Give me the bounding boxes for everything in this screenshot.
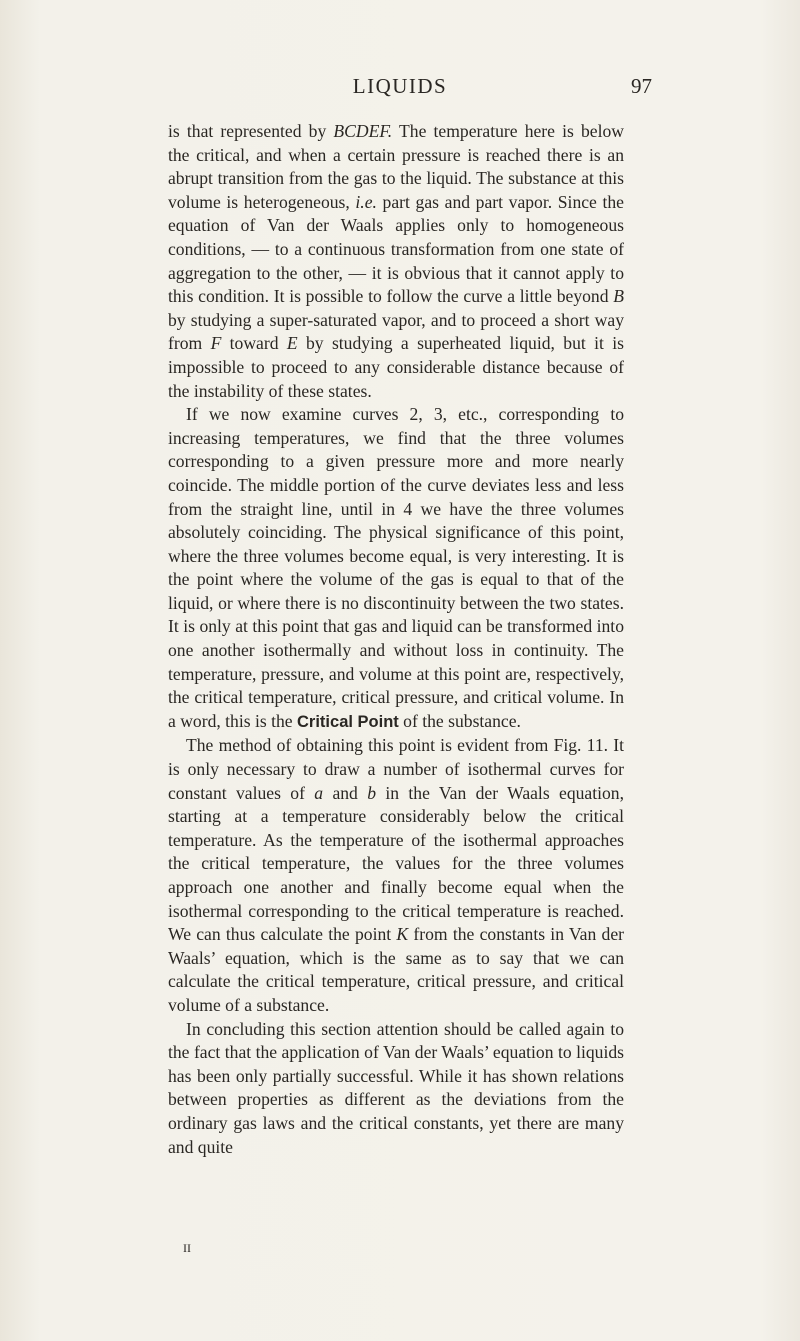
- text-run: The temperature here is below the critical, and when a certain pressure is reached there is an abrupt transition from the gas to the liquid. The substance at this volume is heterogeneous,: [168, 121, 624, 212]
- italic-term: E: [286, 333, 298, 354]
- italic-term: i.e.: [355, 191, 377, 212]
- text-run: In concluding this section attention should be called again to the fact that the application of Van der Waals’ equation to liquids has been only partially successful. While it has shown relations between properties as different as the deviations from the ordinary gas laws and the critical constants, yet there are many and quite: [168, 1018, 624, 1157]
- text-run: from the constants in Van der Waals’ equation, which is the same as to say that we can calculate the critical temperature, critical pressure, and critical volume of a substance.: [168, 924, 624, 1015]
- italic-term: a: [314, 782, 324, 803]
- body-text: [168, 120, 624, 1159]
- paragraph: [168, 1018, 624, 1160]
- page-number: 97: [631, 74, 652, 98]
- italic-term: B: [613, 286, 624, 307]
- italic-term: F: [210, 333, 222, 354]
- text-run: in the Van der Waals equation, starting at a temperature considerably below the critical temperature. As the temperature of the isothermal approaches the critical temperature, the values for the three volumes approach one another and finally become equal when the isothermal corresponding to the critical temperature is reached. We can thus calculate the point: [168, 782, 624, 945]
- running-head: LIQUIDS: [352, 74, 448, 98]
- italic-term: b: [367, 782, 376, 803]
- italic-term: K: [396, 924, 409, 945]
- signature-mark: II: [183, 1241, 191, 1255]
- text-run: and: [323, 782, 368, 803]
- paragraph: [168, 734, 624, 1017]
- text-run: toward: [221, 333, 287, 354]
- text-run: If we now examine curves 2, 3, etc., corresponding to increasing temperatures, we find that the three volumes corresponding to a given pressure more and more nearly coincide. The middle portion of the curve deviates less and less from the straight line, until in 4 we have the three volumes absolutely coinciding. The physical significance of this point, where the three volumes become equal, is very interesting. It is the point where the volume of the gas is equal to that of the liquid, or where there is no discontinuity between the two states. It is only at this point that gas and liquid can be transformed into one another isothermally and without loss in continuity. The temperature, pressure, and volume at this point are, respectively, the critical temperature, critical pressure, and critical volume. In a word, this is the: [168, 404, 624, 731]
- text-run: part gas and part vapor. Since the equation of Van der Waals applies only to homogeneous conditions, — to a continuous transformation from one state of aggregation to the other, — it is obvious that it cannot apply to this condition. It is possible to follow the curve a little beyond: [168, 191, 624, 307]
- text-run: by studying a super-saturated vapor, and to proceed a short way from: [168, 309, 624, 354]
- text-run: of the substance.: [398, 710, 521, 731]
- italic-term: BCDEF.: [333, 121, 393, 141]
- bold-term: Critical Point: [297, 712, 399, 731]
- text-run: by studying a superheated liquid, but it is impossible to proceed to any considerable distance because of the instability of these states.: [168, 333, 624, 401]
- text-run: The method of obtaining this point is evident from Fig. 11. It is only necessary to draw a number of isothermal curves for constant values of: [168, 735, 624, 803]
- text-run: is that represented by: [168, 121, 334, 141]
- page-header: [0, 74, 800, 104]
- paragraph: [168, 403, 624, 734]
- paragraph: [168, 120, 624, 403]
